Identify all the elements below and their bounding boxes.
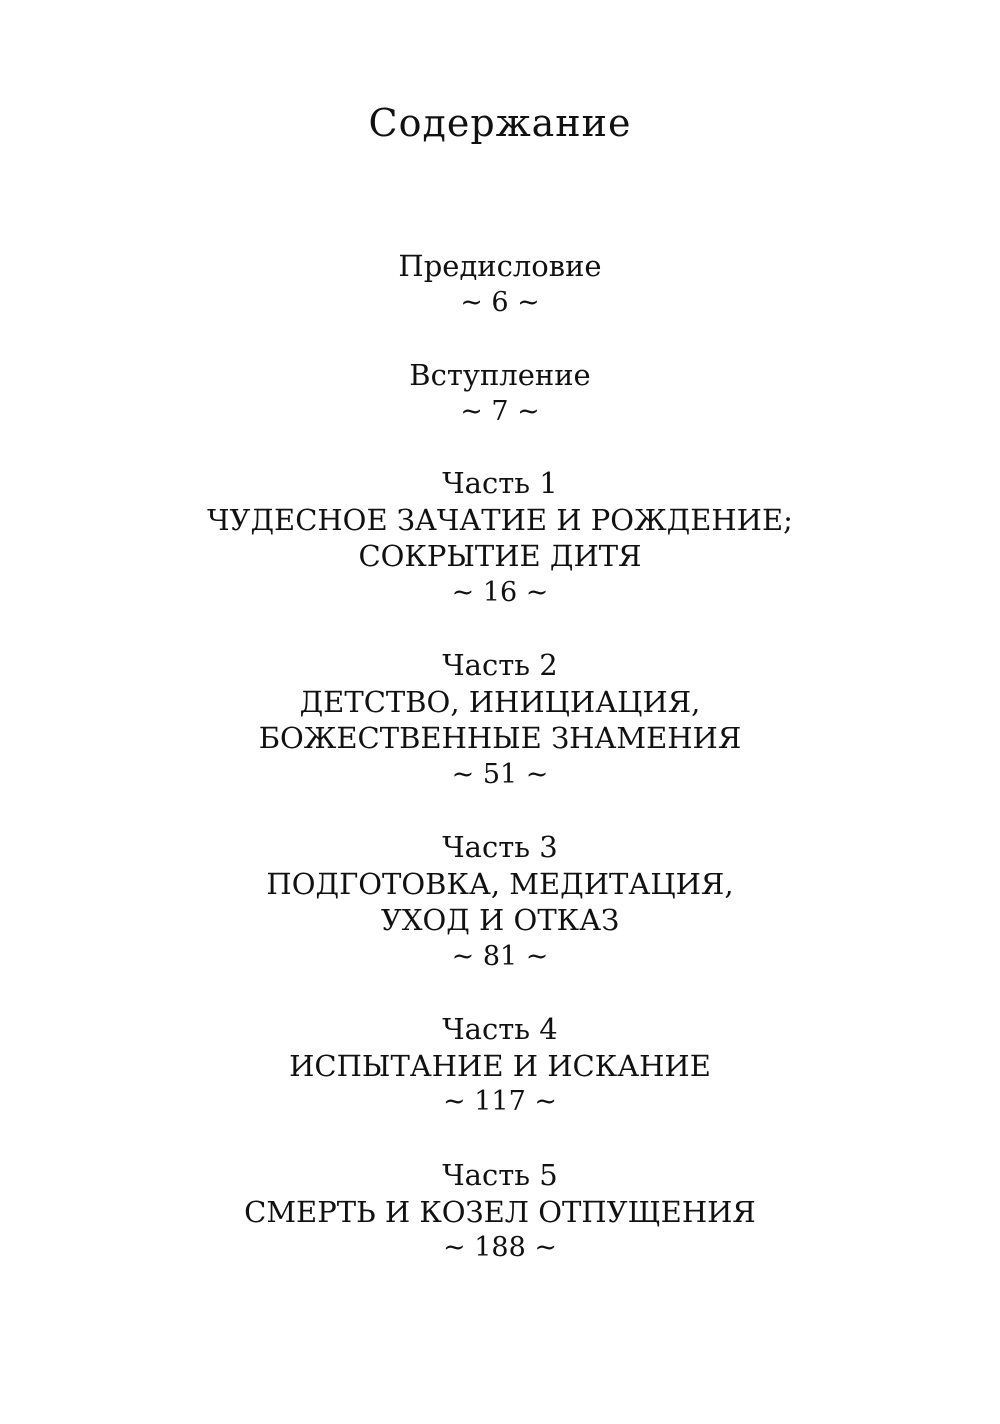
toc-entry-part-5[interactable] bbox=[0, 1157, 1000, 1267]
toc-heading: Часть 4 bbox=[442, 1012, 558, 1046]
page-title: Содержание bbox=[368, 101, 632, 145]
toc-page-number: ~ 7 ~ bbox=[460, 395, 540, 427]
toc-page-number: ~ 16 ~ bbox=[451, 576, 549, 608]
toc-heading: Часть 3 bbox=[442, 830, 558, 864]
toc-entry-part-1[interactable] bbox=[0, 465, 1000, 611]
toc-entry-part-4[interactable] bbox=[0, 1011, 1000, 1121]
toc-heading: Часть 1 bbox=[442, 466, 558, 500]
toc-chapter-title-line: СОКРЫТИЕ ДИТЯ bbox=[358, 539, 642, 573]
toc-page-number: ~ 6 ~ bbox=[460, 286, 540, 318]
toc-chapter-title-line: УХОД И ОТКАЗ bbox=[380, 903, 620, 937]
toc-page-number: ~ 51 ~ bbox=[451, 758, 549, 790]
toc-chapter-title-line: БОЖЕСТВЕННЫЕ ЗНАМЕНИЯ bbox=[258, 721, 742, 755]
toc-chapter-title-line: СМЕРТЬ И КОЗЕЛ ОТПУЩЕНИЯ bbox=[244, 1194, 756, 1229]
toc-heading: Часть 2 bbox=[442, 648, 558, 682]
toc-chapter-title-line: ЧУДЕСНОЕ ЗАЧАТИЕ И РОЖДЕНИЕ; bbox=[207, 502, 793, 537]
toc-entry-introduction[interactable] bbox=[0, 357, 1000, 430]
toc-heading: Вступление bbox=[409, 358, 591, 392]
toc-entry-preface[interactable] bbox=[0, 248, 1000, 321]
toc-page-number: ~ 81 ~ bbox=[451, 940, 549, 972]
toc-chapter-title-line: ПОДГОТОВКА, МЕДИТАЦИЯ, bbox=[266, 866, 734, 901]
toc-heading: Предисловие bbox=[398, 249, 602, 283]
toc-page-number: ~ 188 ~ bbox=[443, 1232, 557, 1263]
toc-entry-part-2[interactable] bbox=[0, 647, 1000, 793]
toc-entry-part-3[interactable] bbox=[0, 829, 1000, 975]
toc-page-number: ~ 117 ~ bbox=[443, 1086, 557, 1117]
toc-chapter-title-line: ИСПЫТАНИЕ И ИСКАНИЕ bbox=[289, 1048, 711, 1083]
toc-chapter-title-line: ДЕТСТВО, ИНИЦИАЦИЯ, bbox=[299, 684, 701, 719]
toc-heading: Часть 5 bbox=[442, 1158, 558, 1192]
